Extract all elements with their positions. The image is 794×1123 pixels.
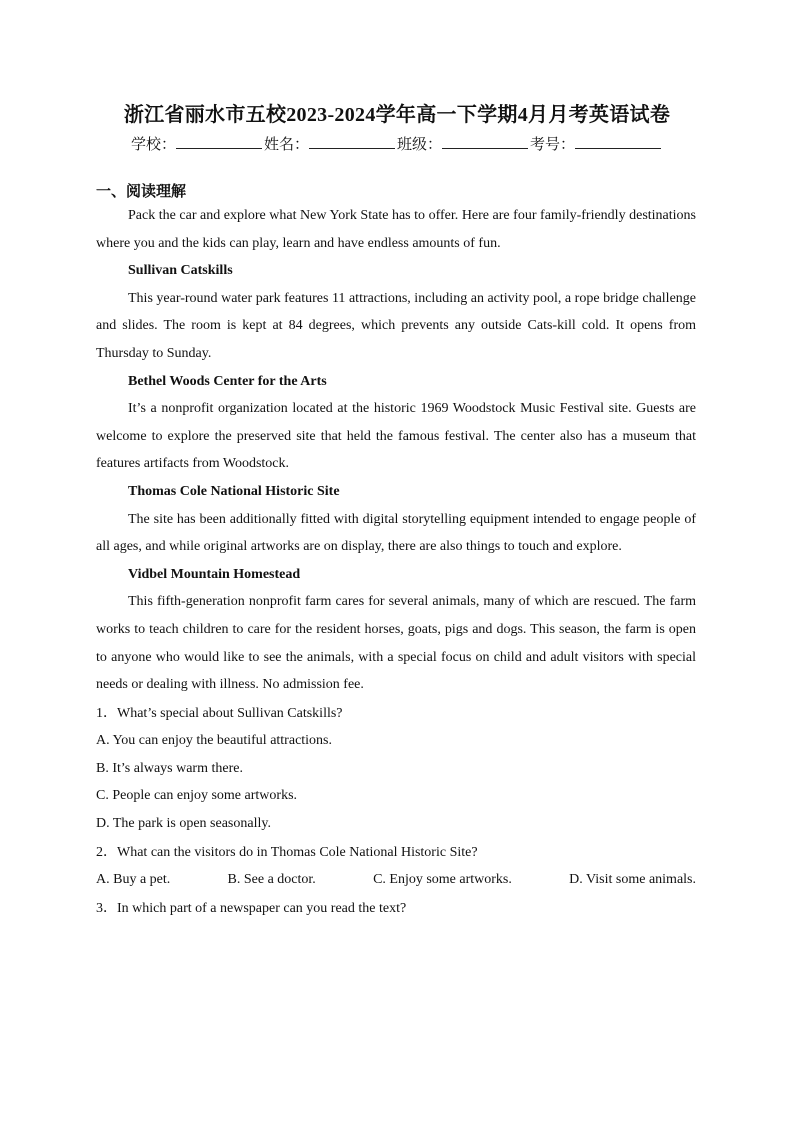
exam-title: 浙江省丽水市五校2023-2024学年高一下学期4月月考英语试卷 — [123, 104, 671, 126]
question-stem: 3．In which part of a newspaper can you read the text? — [96, 900, 407, 916]
question-stem: 1．What’s special about Sullivan Catskills? — [96, 705, 343, 721]
answer-options-row — [96, 866, 696, 894]
answer-option[interactable]: D. Visit some animals. — [569, 872, 696, 888]
question-stem: 2．What can the visitors do in Thomas Cole National Historic Site? — [96, 844, 478, 860]
answer-option[interactable]: A. You can enjoy the beautiful attractions. — [96, 733, 333, 749]
section-title: 一、阅读理解 — [96, 184, 187, 200]
class-label: 班级： — [397, 137, 443, 153]
exam-number-label: 考号： — [530, 137, 576, 153]
place-heading: Vidbel Mountain Homestead — [128, 566, 301, 582]
answer-option[interactable]: B. It’s always warm there. — [96, 760, 243, 776]
school-field[interactable] — [176, 134, 262, 149]
answer-option[interactable]: A. Buy a pet. — [96, 872, 171, 888]
school-label: 学校： — [130, 137, 176, 153]
exam-number-field[interactable] — [575, 134, 661, 149]
place-paragraph: This year-round water park features 11 attractions, including an activity pool, a rope bridge challenge and slides. The room is kept at 84 degrees, which prevents any outside Cats-kill cold. It opens from Thursday to Sunday. — [96, 290, 696, 361]
answer-option[interactable]: D. The park is open seasonally. — [96, 816, 271, 832]
answer-option[interactable]: C. People can enjoy some artworks. — [96, 788, 298, 804]
passage-intro: Pack the car and explore what New York State has to offer. Here are four family-friendly destinations where you and the kids can play, learn and have endless amounts of fun. — [96, 208, 696, 251]
answer-option[interactable]: B. See a doctor. — [227, 872, 316, 888]
place-paragraph: This fifth-generation nonprofit farm cares for several animals, many of which are rescued. The farm works to teach children to care for the resident horses, goats, pigs and dogs. This season, the farm is open to anyone who would like to see the animals, with a special focus on child and adult visitors with special needs or dealing with illness. No admission fee. — [96, 594, 696, 693]
class-field[interactable] — [442, 134, 528, 149]
answer-option[interactable]: C. Enjoy some artworks. — [373, 872, 512, 888]
place-heading: Thomas Cole National Historic Site — [128, 483, 340, 499]
place-paragraph: It’s a nonprofit organization located at the historic 1969 Woodstock Music Festival site. Guests are welcome to explore the preserved site that held the famous festival. The center also has a museum that features artifacts from Woodstock. — [96, 401, 696, 472]
place-heading: Sullivan Catskills — [128, 263, 233, 279]
student-info-line — [0, 133, 794, 157]
reading-content — [96, 202, 696, 922]
place-heading: Bethel Woods Center for the Arts — [128, 373, 327, 389]
place-paragraph: The site has been additionally fitted with digital storytelling equipment intended to engage people of all ages, and while original artworks are on display, there are also things to touch and explore. — [96, 511, 696, 555]
name-field[interactable] — [309, 134, 395, 149]
name-label: 姓名： — [263, 137, 309, 153]
